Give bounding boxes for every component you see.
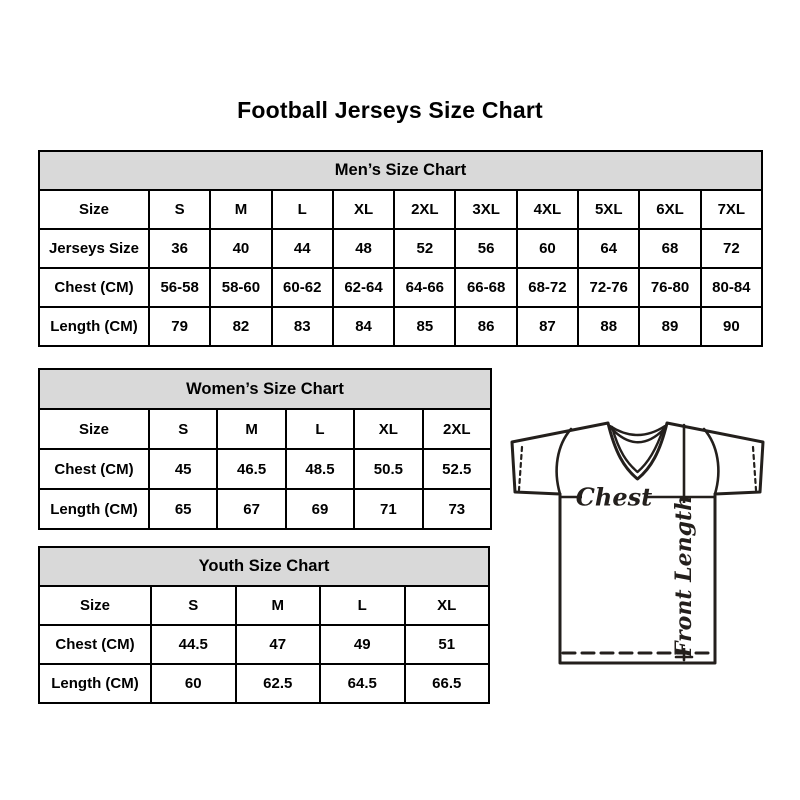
table-cell: 71: [354, 489, 422, 529]
table-cell: 60: [151, 664, 236, 703]
table-row: [39, 625, 489, 664]
table-cell: 85: [394, 307, 455, 346]
table-cell: 52.5: [423, 449, 491, 489]
table-cell: XL: [405, 586, 490, 625]
table-title-row: [39, 547, 489, 586]
table-cell: 90: [701, 307, 762, 346]
table-cell: 49: [320, 625, 405, 664]
table-title: Women’s Size Chart: [39, 369, 491, 409]
table-row: [39, 268, 762, 307]
table-cell: M: [210, 190, 271, 229]
table-cell: 4XL: [517, 190, 578, 229]
table-title-row: [39, 369, 491, 409]
table-title: Men’s Size Chart: [39, 151, 762, 190]
table-cell: 3XL: [455, 190, 516, 229]
table-row: [39, 489, 491, 529]
table-cell: 6XL: [639, 190, 700, 229]
jersey-illustration: [495, 400, 785, 685]
table-cell: 87: [517, 307, 578, 346]
table-cell: 66-68: [455, 268, 516, 307]
youth-size-table: [38, 546, 490, 704]
table-cell: 56-58: [149, 268, 210, 307]
table-cell: 36: [149, 229, 210, 268]
table-row: [39, 409, 491, 449]
table-cell: 73: [423, 489, 491, 529]
jersey-diagram: [495, 400, 785, 685]
table-cell: 44.5: [151, 625, 236, 664]
table-cell: 79: [149, 307, 210, 346]
table-cell: 50.5: [354, 449, 422, 489]
table-cell: L: [272, 190, 333, 229]
table-cell: 67: [217, 489, 285, 529]
table-cell: 48: [333, 229, 394, 268]
page-title: Football Jerseys Size Chart: [237, 97, 543, 123]
table-cell: L: [320, 586, 405, 625]
front-length-label: Front Length: [671, 494, 697, 658]
table-cell: 47: [236, 625, 321, 664]
table-cell: L: [286, 409, 354, 449]
table-cell: 66.5: [405, 664, 490, 703]
table-cell: 76-80: [639, 268, 700, 307]
table-cell: 56: [455, 229, 516, 268]
table-cell: 88: [578, 307, 639, 346]
table-cell: 80-84: [701, 268, 762, 307]
row-label: Length (CM): [39, 489, 149, 529]
table-cell: 84: [333, 307, 394, 346]
table-cell: 58-60: [210, 268, 271, 307]
table-cell: 7XL: [701, 190, 762, 229]
row-label: Jerseys Size: [39, 229, 149, 268]
row-label: Length (CM): [39, 664, 151, 703]
table-cell: 72-76: [578, 268, 639, 307]
women-size-table: [38, 368, 492, 530]
table-row: [39, 449, 491, 489]
table-cell: 69: [286, 489, 354, 529]
table-row: [39, 664, 489, 703]
table-cell: 5XL: [578, 190, 639, 229]
table-cell: 2XL: [394, 190, 455, 229]
table-cell: 60-62: [272, 268, 333, 307]
table-cell: S: [149, 409, 217, 449]
table-cell: 52: [394, 229, 455, 268]
row-label: Size: [39, 409, 149, 449]
table-cell: 62.5: [236, 664, 321, 703]
table-cell: 44: [272, 229, 333, 268]
table-cell: 86: [455, 307, 516, 346]
table-cell: 82: [210, 307, 271, 346]
table-cell: 72: [701, 229, 762, 268]
table-row: [39, 307, 762, 346]
row-label: Chest (CM): [39, 625, 151, 664]
table-cell: S: [151, 586, 236, 625]
men-size-table: [38, 150, 763, 347]
table-cell: 60: [517, 229, 578, 268]
jersey-outline: [512, 423, 763, 663]
row-label: Size: [39, 586, 151, 625]
table-title: Youth Size Chart: [39, 547, 489, 586]
row-label: Chest (CM): [39, 268, 149, 307]
table-title-row: [39, 151, 762, 190]
table-cell: 83: [272, 307, 333, 346]
row-label: Size: [39, 190, 149, 229]
table-cell: S: [149, 190, 210, 229]
table-cell: 46.5: [217, 449, 285, 489]
table-cell: 64.5: [320, 664, 405, 703]
table-cell: 51: [405, 625, 490, 664]
table-cell: 68-72: [517, 268, 578, 307]
table-cell: 62-64: [333, 268, 394, 307]
table-cell: M: [217, 409, 285, 449]
table-cell: 64: [578, 229, 639, 268]
table-cell: XL: [333, 190, 394, 229]
table-cell: 48.5: [286, 449, 354, 489]
table-cell: XL: [354, 409, 422, 449]
chest-label: Chest: [575, 482, 653, 512]
table-cell: 65: [149, 489, 217, 529]
row-label: Length (CM): [39, 307, 149, 346]
table-cell: M: [236, 586, 321, 625]
table-cell: 45: [149, 449, 217, 489]
table-row: [39, 190, 762, 229]
table-cell: 64-66: [394, 268, 455, 307]
row-label: Chest (CM): [39, 449, 149, 489]
table-cell: 68: [639, 229, 700, 268]
table-cell: 2XL: [423, 409, 491, 449]
table-cell: 40: [210, 229, 271, 268]
table-cell: 89: [639, 307, 700, 346]
table-row: [39, 229, 762, 268]
table-row: [39, 586, 489, 625]
